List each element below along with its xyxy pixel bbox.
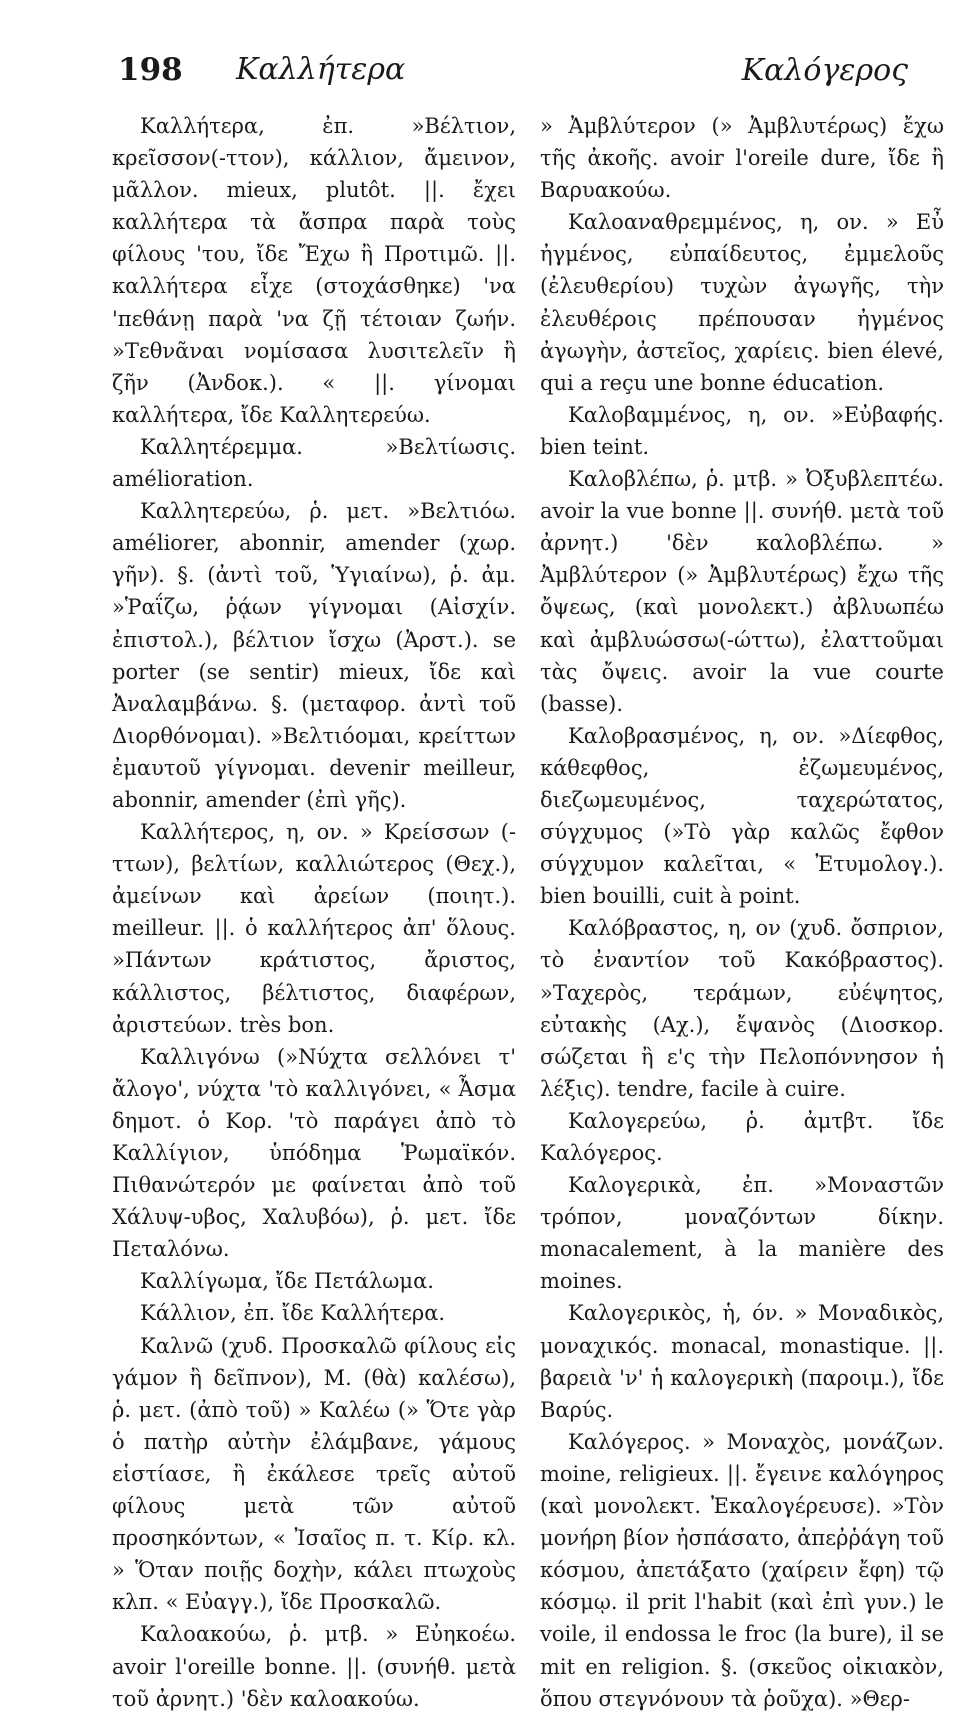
entry-kalogerika: Καλογερικὰ, ἐπ. »Μοναστῶν τρόπον, μοναζόντων δίκην. monacalement, à la manière des moines.	[540, 1173, 944, 1294]
entry-kalovrastos: Καλόβραστος, η, ον (χυδ. ὄσπριον, τὸ ἐναντίον τοῦ Κακόβραστος). »Ταχερὸς, τεράμων, εὐέψητος, εὐτακὴς (Αχ.), ἔψανὸς (Διοσκορ. σώζεται ἢ ε'ς τὴν Πελοπόννησον ἡ λέξις). tendre, facile à cuire.	[540, 916, 944, 1101]
entry-kalovrasmenos: Καλοβρασμένος, η, ον. »Δίεφθος, κάθεφθος, ἐζωμευμένος, διεζωμευμένος, ταχερώτατος, σύγχυμος (»Τὸ γὰρ καλῶς ἔφθον σύγχυμον καλεῖται, « Ἐτυμολογ.). bien bouilli, cuit à point.	[540, 723, 944, 909]
entry-kalovammenos: Καλοβαμμένος, η, ον. »Εὐβαφής. bien teint.	[540, 402, 944, 459]
entry-continuation: » Ἀμβλύτερον (» Ἀμβλυτέρως) ἔχω τῆς ἀκοῆς. avoir l'oreile dure, ἴδε ἢ Βαρυακούω.	[540, 114, 944, 203]
entry-kallitera: Καλλήτερα, ἐπ. »Βέλτιον, κρεῖσσον(-ττον), κάλλιον, ἄμεινον, μᾶλλον. mieux, plutôt. ||. ἔχει καλλήτερα τὰ ἄσπρα παρὰ τοὺς φίλους 'του, ἴδε Ἔχω ἢ Προτιμῶ. ||. καλλήτερα εἶχε (στοχάσθηκε) 'να 'πεθάνῃ παρὰ 'να ζῇ τέτοιαν ζωήν. »Τεθνᾶναι νομίσασα λυσιτελεῖν ἢ ζῆν (Ἀνδοκ.). « ||. γίνομαι καλλήτερα, ἴδε Καλλητερεύω.	[112, 114, 516, 427]
entry-kalliterevo: Καλλητερεύω, ῥ. μετ. »Βελτιόω. améliorer, abonnir, amender (χωρ. γῆν). §. (ἀντὶ τοῦ, Ὑγιαίνω), ῥ. ἀμ. »Ῥαΐζω, ῥᾴων γίγνομαι (Αἰσχίν. ἐπιστολ.), βέλτιον ἴσχω (Ἀρστ.). se porter (se sentir) mieux, ἴδε καὶ Ἀναλαμβάνω. §. (μεταφορ. ἀντὶ τοῦ Διορθόνομαι). »Βελτιόομαι, κρείττων ἐμαυτοῦ γίγνομαι. devenir meilleur, abonnir, amender (ἐπὶ γῆς).	[112, 499, 516, 812]
entry-kallion: Κάλλιον, ἐπ. ἴδε Καλλήτερα.	[140, 1301, 446, 1326]
entry-kalogerevo: Καλογερεύω, ῥ. ἀμτβτ. ἴδε Καλόγερος.	[540, 1108, 944, 1165]
entry-kalno: Καλνῶ (χυδ. Προσκαλῶ φίλους εἰς γάμον ἢ δεῖπνον), Μ. (θὰ) καλέσω), ῥ. μετ. (ἀπὸ τοῦ) » Καλέω (» Ὅτε γὰρ ὁ πατὴρ αὐτὴν ἐλάμβανε, γάμους εἱστίασε, ἢ ἐκάλεσε τρεῖς αὐτοῦ φίλους μετὰ τῶν αὐτοῦ προσηκόντων, « Ἰσαῖος π. τ. Κίρ. κλ. » Ὅταν ποιῇς δοχὴν, κάλει πτωχοὺς κλπ. « Εὐαγγ.), ἴδε Προσκαλῶ.	[112, 1333, 516, 1615]
right-column	[540, 110, 944, 1715]
entry-kaloakouo: Καλοακούω, ῥ. μτβ. » Εὐηκοέω. avoir l'oreille bonne. ||. (συνήθ. μετὰ τοῦ ἀρνητ.) 'δὲν καλοακούω.	[112, 1622, 516, 1711]
entry-kalliteros: Καλλήτερος, η, ον. » Κρείσσων (-ττων), βελτίων, καλλιώτερος (Θεχ.), ἀμείνων καὶ ἀρείων (ποιητ.). meilleur. ||. ὁ καλλήτερος ἀπ' ὅλους. »Πάντων κράτιστος, ἄριστος, κάλλιστος, βέλτιστος, διαφέρων, ἀριστεύων. très bon.	[112, 820, 516, 1037]
entry-kalligoma: Καλλίγωμα, ἴδε Πετάλωμα.	[140, 1269, 434, 1294]
entry-kalligono: Καλλιγόνω (»Νύχτα σελλόνει τ' ἄλογο', νύχτα 'τὸ καλλιγόνει, « Ἆσμα δημοτ. ὁ Κορ. 'τὸ παράγει ἀπὸ τὸ Καλλίγιον, ὑπόδημα Ῥωμαϊκόν. Πιθανώτερόν με φαίνεται ἀπὸ τοῦ Χάλυψ-υβος, Χαλυβόω), ῥ. μετ. ἴδε Πεταλόνω.	[112, 1044, 516, 1262]
left-column	[112, 110, 516, 1715]
right-running-head: Καλόγερος	[741, 53, 908, 88]
page-header	[118, 52, 908, 100]
entry-kalliteremma: Καλλητέρεμμα. »Βελτίωσις. amélioration.	[112, 434, 516, 492]
page-number: 198	[118, 52, 183, 88]
entry-kalogeros: Καλόγερος. » Μοναχὸς, μονάζων. moine, religieux. ||. ἔγεινε καλόγηρος (καὶ μονολεκτ. Ἐκαλογέρευσε). »Τὸν μονήρη βίον ἠσπάσατο, ἀπεῤῥάγη τοῦ κόσμου, ἀπετάξατο (χαίρειν ἔφη) τῷ κόσμῳ. il prit l'habit (καὶ ἐπὶ γυν.) le voile, il endossa le froc (la bure), il se mit en religion. §. (σκεῦος οἰκιακὸν, ὅπου στεγνόνουν τὰ ῥοῦχα). »Θερ-	[540, 1429, 944, 1711]
entry-kalovlepo: Καλοβλέπω, ῥ. μτβ. » Ὀξυβλεπτέω. avoir la vue bonne ||. συνήθ. μετὰ τοῦ ἀρνητ.) 'δὲν καλοβλέπω. » Ἀμβλύτερον (» Ἀμβλυτέρως) ἔχω τῆς ὄψεως, (καὶ μονολεκτ.) ἀβλυωπέω καὶ ἀμβλυώσσω(-ώττω), ἐλαττοῦμαι τὰς ὄψεις. avoir la vue courte (basse).	[540, 467, 944, 716]
entry-kaloanathremmenos: Καλοαναθρεμμένος, η, ον. » Εὖ ἠγμένος, εὐπαίδευτος, ἐμμελοῦς (ἐλευθερίου) τυχὼν ἀγωγῆς, τὴν ἐλευθέροις πρέπουσαν ἠγμένος ἀγωγὴν, ἀστεῖος, χαρίεις. bien élevé, qui a reçu une bonne éducation.	[540, 210, 944, 395]
entry-kalogerikos: Καλογερικὸς, ἡ, όν. » Μοναδικὸς, μοναχικός. monacal, monastique. ||. βαρειὰ 'ν' ἡ καλογερικὴ (παροιμ.), ἴδε Βαρύς.	[540, 1301, 944, 1422]
left-running-head: Καλλήτερα	[236, 52, 406, 87]
